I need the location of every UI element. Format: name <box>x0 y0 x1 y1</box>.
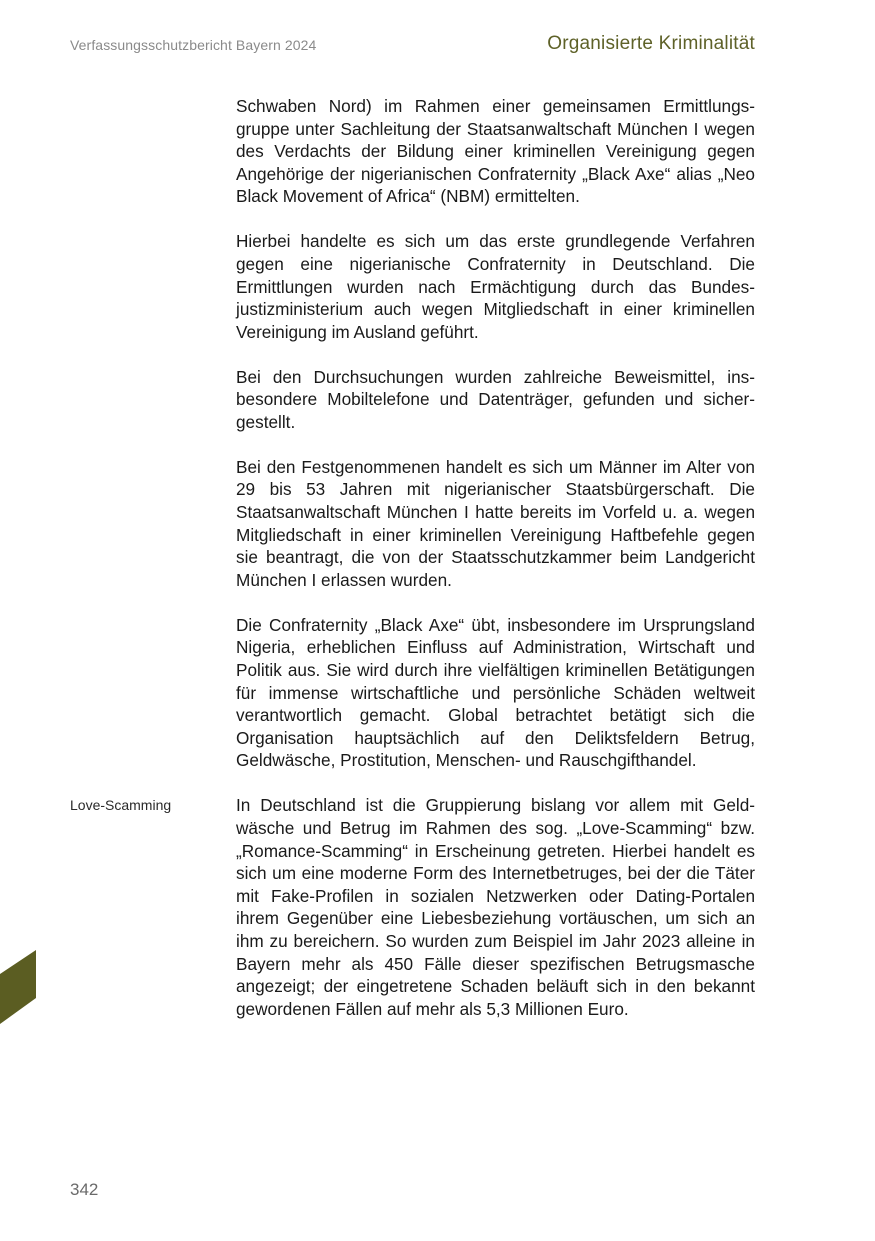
paragraph: Schwaben Nord) im Rahmen einer gemeinsamen Ermittlungsgruppe unter Sachleitung der Staatsanwaltschaft München I wegen des Verdachts der Bildung einer kriminellen Vereinigung gegen Angehörige der nigerianischen Confraternity „Black Axe“ alias „Neo Black Movement of Africa“ (NBM) ermittelten. <box>236 96 755 207</box>
running-header-section: Organisierte Kriminalität <box>547 33 755 54</box>
running-header-publication: Verfassungsschutzbericht Bayern 2024 <box>70 37 317 53</box>
paragraph: In Deutschland ist die Gruppierung bislang vor allem mit Geldwäsche und Betrug im Rahmen des sog. „Love-Scamming“ bzw. „Romance-Scamming“ in Erscheinung getreten. Hierbei handelt es sich um eine moderne Form des Internetbetruges, bei der die Täter mit Fake-Profilen in sozialen Netzwerken oder Dating-Portalen ihrem Gegenüber eine Liebesbeziehung vortäuschen, um sich an ihm zu bereichern. So wurden zum Beispiel im Jahr 2023 alleine in Bayern mehr als 450 Fälle dieser spezifischen Betrugsmasche angezeigt; der eingetretene Schaden beläuft sich in den bekannt gewordenen Fällen auf mehr als 5,3 Millionen Euro. <box>236 795 755 1019</box>
paragraph: Bei den Festgenommenen handelt es sich um Männer im Alter von 29 bis 53 Jahren mit nigerianischer Staatsbürgerschaft. Die Staatsanwaltschaft München I hatte bereits im Vorfeld u. a. wegen Mitgliedschaft in einer kriminellen Vereinigung Haftbefehle gegen sie beantragt, die von der Staatsschutzkammer beim Landgericht München I erlassen wurden. <box>236 456 755 590</box>
paragraph: Bei den Durchsuchungen wurden zahlreiche Beweismittel, insbesondere Mobiltelefone und Datenträger, gefunden und sichergestellt. <box>236 366 755 432</box>
chapter-tab-marker <box>0 950 36 1024</box>
paragraph: Die Confraternity „Black Axe“ übt, insbesondere im Ursprungsland Nigeria, erheblichen Einfluss auf Administration, Wirtschaft und Politik aus. Sie wird durch ihre vielfältigen kriminellen Betätigungen für immense wirtschaftliche und persönliche Schäden weltweit verantwortlich gemacht. Global betrachtet betätigt sich die Organisation hauptsächlich auf den Deliktsfeldern Betrug, Geldwäsche, Prostitution, Menschen- und Rauschgifthandel. <box>236 614 755 771</box>
paragraph: Hierbei handelte es sich um das erste grundlegende Verfahren gegen eine nigerianische Confraternity in Deutschland. Die Ermittlungen wurden nach Ermächtigung durch das Bundesjustizministerium auch wegen Mitgliedschaft in einer kriminellen Vereinigung im Ausland geführt. <box>236 231 755 342</box>
chapter-tab-shape <box>0 950 36 1024</box>
margin-note-love-scamming: Love-Scamming <box>70 797 172 813</box>
body-text <box>236 95 755 1043</box>
page-number: 342 <box>70 1180 99 1199</box>
